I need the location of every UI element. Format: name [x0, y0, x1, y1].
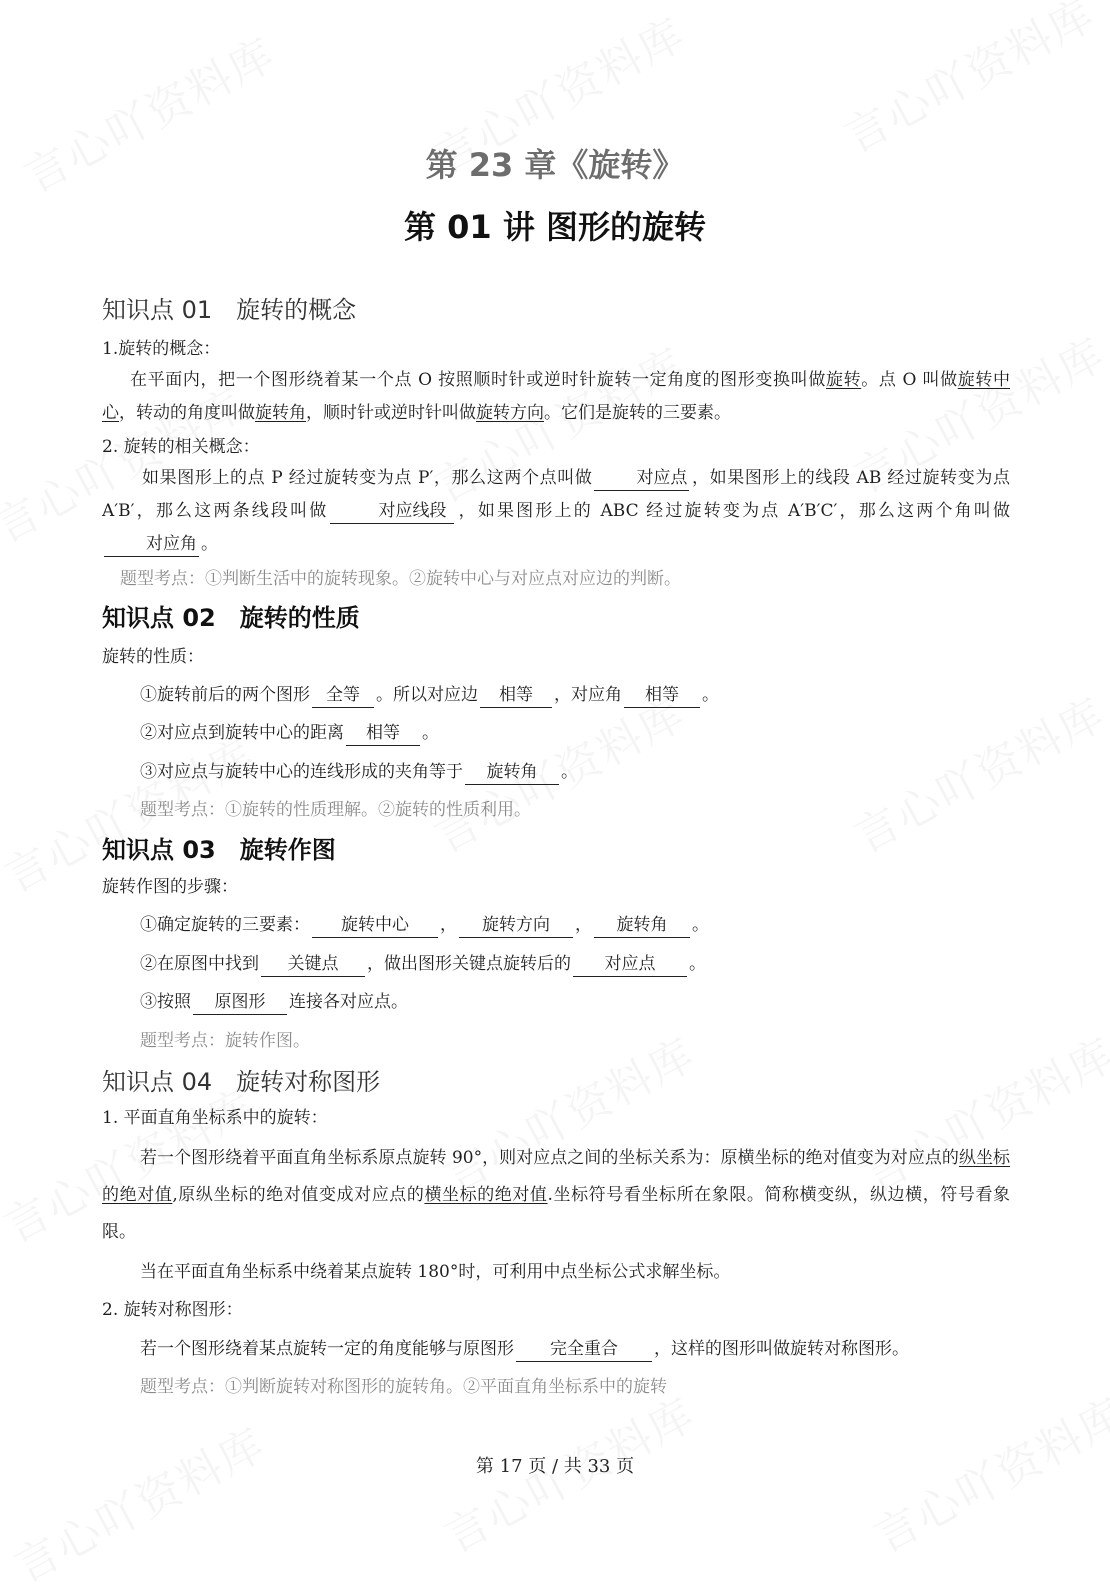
underlined-term: 纵坐标的绝对值 — [102, 1148, 1010, 1205]
section-number: 知识点 02 — [102, 604, 216, 632]
text: ， — [440, 915, 457, 935]
property-line — [140, 720, 439, 746]
answer-blank: 对应角 — [104, 532, 199, 557]
watermark — [1, 1409, 275, 1595]
text: ，转动的角度叫做 — [119, 403, 255, 423]
text: ，顺时针或逆时针叫做 — [306, 403, 476, 423]
paragraph: 当在平面直角坐标系中绕着某点旋转 180°时，可利用中点坐标公式求解坐标。 — [140, 1262, 731, 1282]
underlined-term: 旋转 — [825, 370, 862, 390]
property-line — [140, 759, 578, 785]
paragraph — [102, 1140, 1010, 1251]
section-title: 旋转的性质 — [239, 604, 360, 632]
paragraph — [102, 364, 1010, 430]
answer-blank: 旋转方向 — [459, 913, 573, 938]
underlined-term: 旋转方向 — [476, 403, 544, 423]
answer-blank: 旋转角 — [465, 760, 559, 785]
text: ①确定旋转的三要素： — [140, 915, 310, 935]
exam-note: 题型考点：旋转作图。 — [140, 1031, 310, 1051]
page-number: 第 17 页 / 共 33 页 — [475, 1456, 635, 1477]
text: 。 — [201, 534, 218, 554]
step-line — [140, 951, 706, 977]
text: 。 — [692, 915, 709, 935]
underlined-term: 横坐标的绝对值 — [424, 1185, 548, 1205]
property-line — [140, 682, 719, 708]
exam-note: 题型考点：①判断旋转对称图形的旋转角。②平面直角坐标系中的旋转 — [140, 1377, 667, 1397]
text: ，这样的图形叫做旋转对称图形。 — [654, 1339, 909, 1359]
answer-blank: 旋转中心 — [312, 913, 438, 938]
subheading: 2. 旋转的相关概念： — [102, 437, 260, 457]
answer-blank: 相等 — [624, 683, 700, 708]
answer-blank: 关键点 — [261, 952, 365, 977]
section-heading-kp3 — [102, 830, 336, 865]
subheading: 1.旋转的概念： — [102, 339, 221, 359]
text: ③对应点与旋转中心的连线形成的夹角等于 — [140, 762, 463, 782]
answer-blank: 对应点 — [573, 952, 687, 977]
underlined-term: 旋转中心 — [102, 370, 1011, 423]
text: ③按照 — [140, 992, 191, 1012]
section-title: 旋转对称图形 — [236, 1068, 381, 1096]
text: 在平面内，把一个图形绕着某一个点 O 按照顺时针或逆时针旋转一定角度的图形变换叫做 — [130, 370, 826, 390]
section-heading-kp2 — [102, 598, 360, 633]
text: ,原纵坐标的绝对值变成对应点的 — [172, 1185, 425, 1205]
text: 。 — [702, 685, 719, 705]
lecture-title: 第 01 讲 图形的旋转 — [404, 208, 706, 246]
text: ，如果图形上的 ABC 经过旋转变为点 A′B′C′，那么这两个角叫做 — [456, 501, 1010, 521]
section-title: 旋转的概念 — [236, 296, 357, 324]
section-number: 知识点 04 — [102, 1068, 213, 1096]
section-heading-kp1 — [102, 290, 356, 325]
text: ，如果图形上的线段 AB 经过旋转变为点 A′B′，那么这两条线段叫做 — [102, 468, 1011, 521]
answer-blank: 对应线段 — [330, 499, 454, 524]
text: 。 — [422, 723, 439, 743]
section-number: 知识点 01 — [102, 296, 213, 324]
paragraph — [140, 1336, 909, 1362]
subheading: 旋转的性质： — [102, 647, 204, 667]
answer-blank: 相等 — [480, 683, 552, 708]
text: 若一个图形绕着某点旋转一定的角度能够与原图形 — [140, 1339, 514, 1359]
exam-note: 题型考点：①旋转的性质理解。②旋转的性质利用。 — [140, 800, 531, 820]
answer-blank: 旋转角 — [594, 913, 690, 938]
text: ，对应角 — [554, 685, 622, 705]
answer-blank: 对应点 — [594, 466, 689, 491]
text: 。点 O 叫做 — [861, 370, 958, 390]
step-line — [140, 912, 709, 938]
step-line — [140, 989, 408, 1015]
chapter-title: 第 23 章《旋转》 — [425, 146, 685, 184]
answer-blank: 完全重合 — [516, 1337, 652, 1362]
text: ②对应点到旋转中心的距离 — [140, 723, 344, 743]
text: ①旋转前后的两个图形 — [140, 685, 310, 705]
text: 。 — [561, 762, 578, 782]
text: ，做出图形关键点旋转后的 — [367, 954, 571, 974]
text: 如果图形上的点 P 经过旋转变为点 P′，那么这两个点叫做 — [142, 468, 593, 488]
section-number: 知识点 03 — [102, 836, 216, 864]
text: 若一个图形绕着平面直角坐标系原点旋转 90°，则对应点之间的坐标关系为：原横坐标的绝对值变为对应点的 — [140, 1148, 959, 1168]
subheading: 1. 平面直角坐标系中的旋转： — [102, 1108, 328, 1128]
answer-blank: 原图形 — [193, 990, 287, 1015]
text: 。所以对应边 — [376, 685, 478, 705]
section-heading-kp4 — [102, 1062, 380, 1097]
text: 。 — [689, 954, 706, 974]
text: .坐标符号看坐标所在象限。简称横变纵，纵边横，符号看象限。 — [102, 1185, 1011, 1242]
subheading: 旋转作图的步骤： — [102, 877, 238, 897]
section-title: 旋转作图 — [239, 836, 336, 864]
exam-note: 题型考点：①判断生活中的旋转现象。②旋转中心与对应点对应边的判断。 — [120, 569, 681, 589]
text: 。它们是旋转的三要素。 — [544, 403, 731, 423]
answer-blank: 相等 — [346, 721, 420, 746]
text: 连接各对应点。 — [289, 992, 408, 1012]
watermark — [841, 679, 1110, 865]
paragraph — [102, 462, 1010, 561]
text: ②在原图中找到 — [140, 954, 259, 974]
text: ， — [575, 915, 592, 935]
underlined-term: 旋转角 — [255, 403, 306, 423]
answer-blank: 全等 — [312, 683, 374, 708]
subheading: 2. 旋转对称图形： — [102, 1300, 243, 1320]
